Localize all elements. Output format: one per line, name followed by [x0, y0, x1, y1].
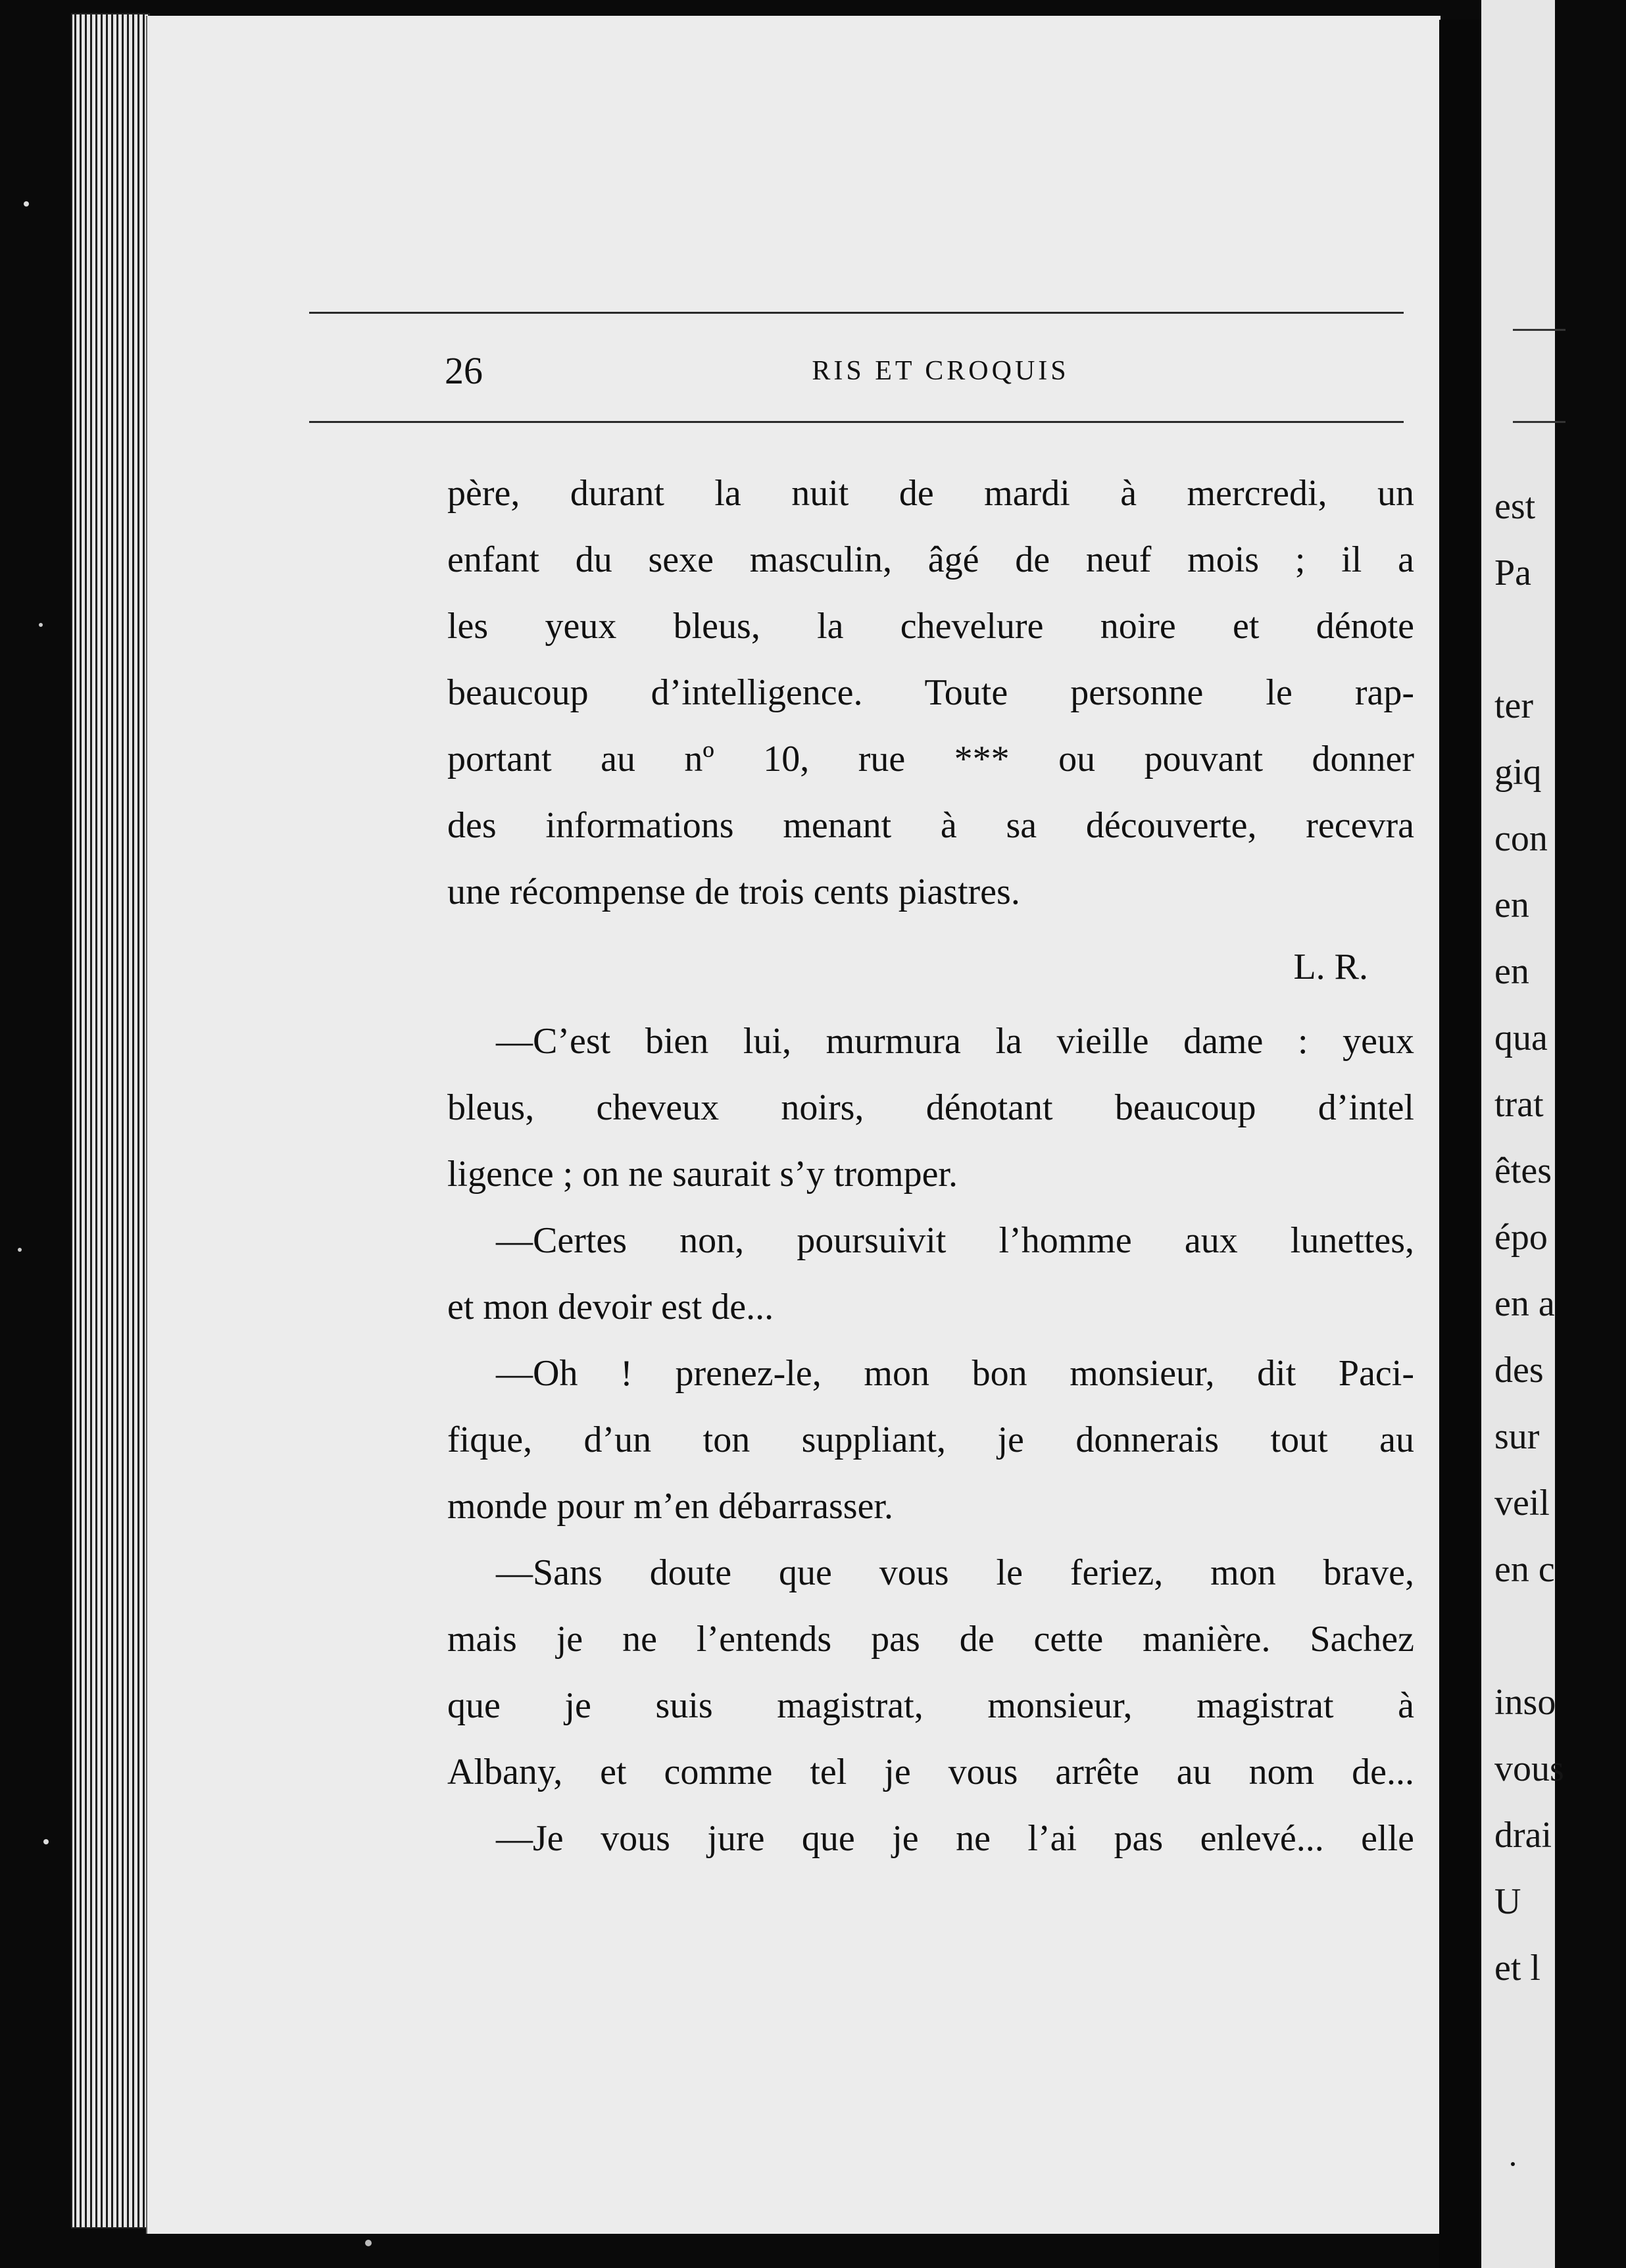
- facing-page: [1481, 0, 1564, 2268]
- facing-line: drai: [1494, 1815, 1552, 1856]
- facing-line: êtes: [1494, 1150, 1552, 1191]
- body-text: [447, 460, 1414, 1872]
- text-line: mais je ne l’entends pas de cette manière. Sachez: [447, 1619, 1414, 1660]
- facing-line: qua: [1494, 1018, 1548, 1058]
- facing-line: des: [1494, 1350, 1544, 1391]
- speck: [24, 201, 29, 207]
- text-line: ligence ; on ne saurait s’y tromper.: [447, 1154, 958, 1195]
- facing-line: con: [1494, 818, 1548, 859]
- running-head: RIS ET CROQUIS: [812, 356, 1070, 386]
- facing-line: [1494, 606, 1626, 673]
- text-line: portant au nº 10, rue *** ou pouvant donner: [447, 739, 1414, 779]
- facing-header-rule: [1513, 421, 1565, 423]
- text-line: et mon devoir est de...: [447, 1287, 774, 1327]
- text-line: Albany, et comme tel je vous arrête au nom de...: [447, 1752, 1414, 1792]
- text-line: que je suis magistrat, monsieur, magistrat à: [447, 1685, 1414, 1726]
- page-edges: [71, 13, 150, 2229]
- page-number: 26: [445, 349, 483, 392]
- text-line: enfant du sexe masculin, âgé de neuf mois ; il a: [447, 539, 1414, 580]
- speck: [39, 623, 43, 627]
- speck: [43, 1839, 49, 1844]
- text-line: —Je vous jure que je ne l’ai pas enlevé... elle: [496, 1818, 1414, 1859]
- facing-line: ter: [1494, 685, 1534, 726]
- facing-line: est: [1494, 486, 1536, 527]
- facing-line: en a: [1494, 1283, 1555, 1324]
- speck: [18, 1248, 22, 1252]
- facing-line: U: [1494, 1881, 1521, 1922]
- facing-line: [1494, 1603, 1626, 1669]
- facing-line: sur: [1494, 1416, 1540, 1457]
- facing-line: giq: [1494, 752, 1542, 793]
- signature: L. R.: [1293, 947, 1368, 987]
- text-line: une récompense de trois cents piastres.: [447, 872, 1020, 912]
- facing-line: en: [1494, 885, 1529, 925]
- header-top-rule: [309, 312, 1404, 314]
- facing-line: en: [1494, 951, 1529, 992]
- facing-line: vous: [1494, 1748, 1564, 1789]
- text-line: fique, d’un ton suppliant, je donnerais tout au: [447, 1419, 1414, 1460]
- facing-line: Pa: [1494, 553, 1531, 593]
- text-line: des informations menant à sa découverte, recevra: [447, 805, 1414, 846]
- text-line: —C’est bien lui, murmura la vieille dame : yeux: [496, 1021, 1414, 1062]
- text-line: —Sans doute que vous le feriez, mon brave,: [496, 1552, 1414, 1593]
- header-bottom-rule: [309, 421, 1404, 423]
- binding-gutter: [1439, 20, 1481, 2268]
- facing-line: veil: [1494, 1483, 1550, 1523]
- facing-line: inso: [1494, 1682, 1556, 1723]
- text-line: bleus, cheveux noirs, dénotant beaucoup d’intel: [447, 1087, 1414, 1128]
- text-line: monde pour m’en débarrasser.: [447, 1486, 893, 1527]
- speck: [365, 2240, 372, 2246]
- text-line: —Certes non, poursuivit l’homme aux lunettes,: [496, 1220, 1414, 1261]
- facing-text: [1494, 474, 1626, 2002]
- text-line: —Oh ! prenez-le, mon bon monsieur, dit Paci-: [496, 1353, 1414, 1394]
- facing-line: en c: [1494, 1549, 1555, 1590]
- facing-line: épo: [1494, 1217, 1548, 1258]
- facing-header-rule: [1513, 329, 1565, 331]
- facing-line: trat: [1494, 1084, 1544, 1125]
- facing-line: et l: [1494, 1948, 1540, 1988]
- text-line: beaucoup d’intelligence. Toute personne le rap-: [447, 672, 1414, 713]
- text-line: père, durant la nuit de mardi à mercredi, un: [447, 473, 1414, 514]
- text-line: les yeux bleus, la chevelure noire et dénote: [447, 606, 1414, 647]
